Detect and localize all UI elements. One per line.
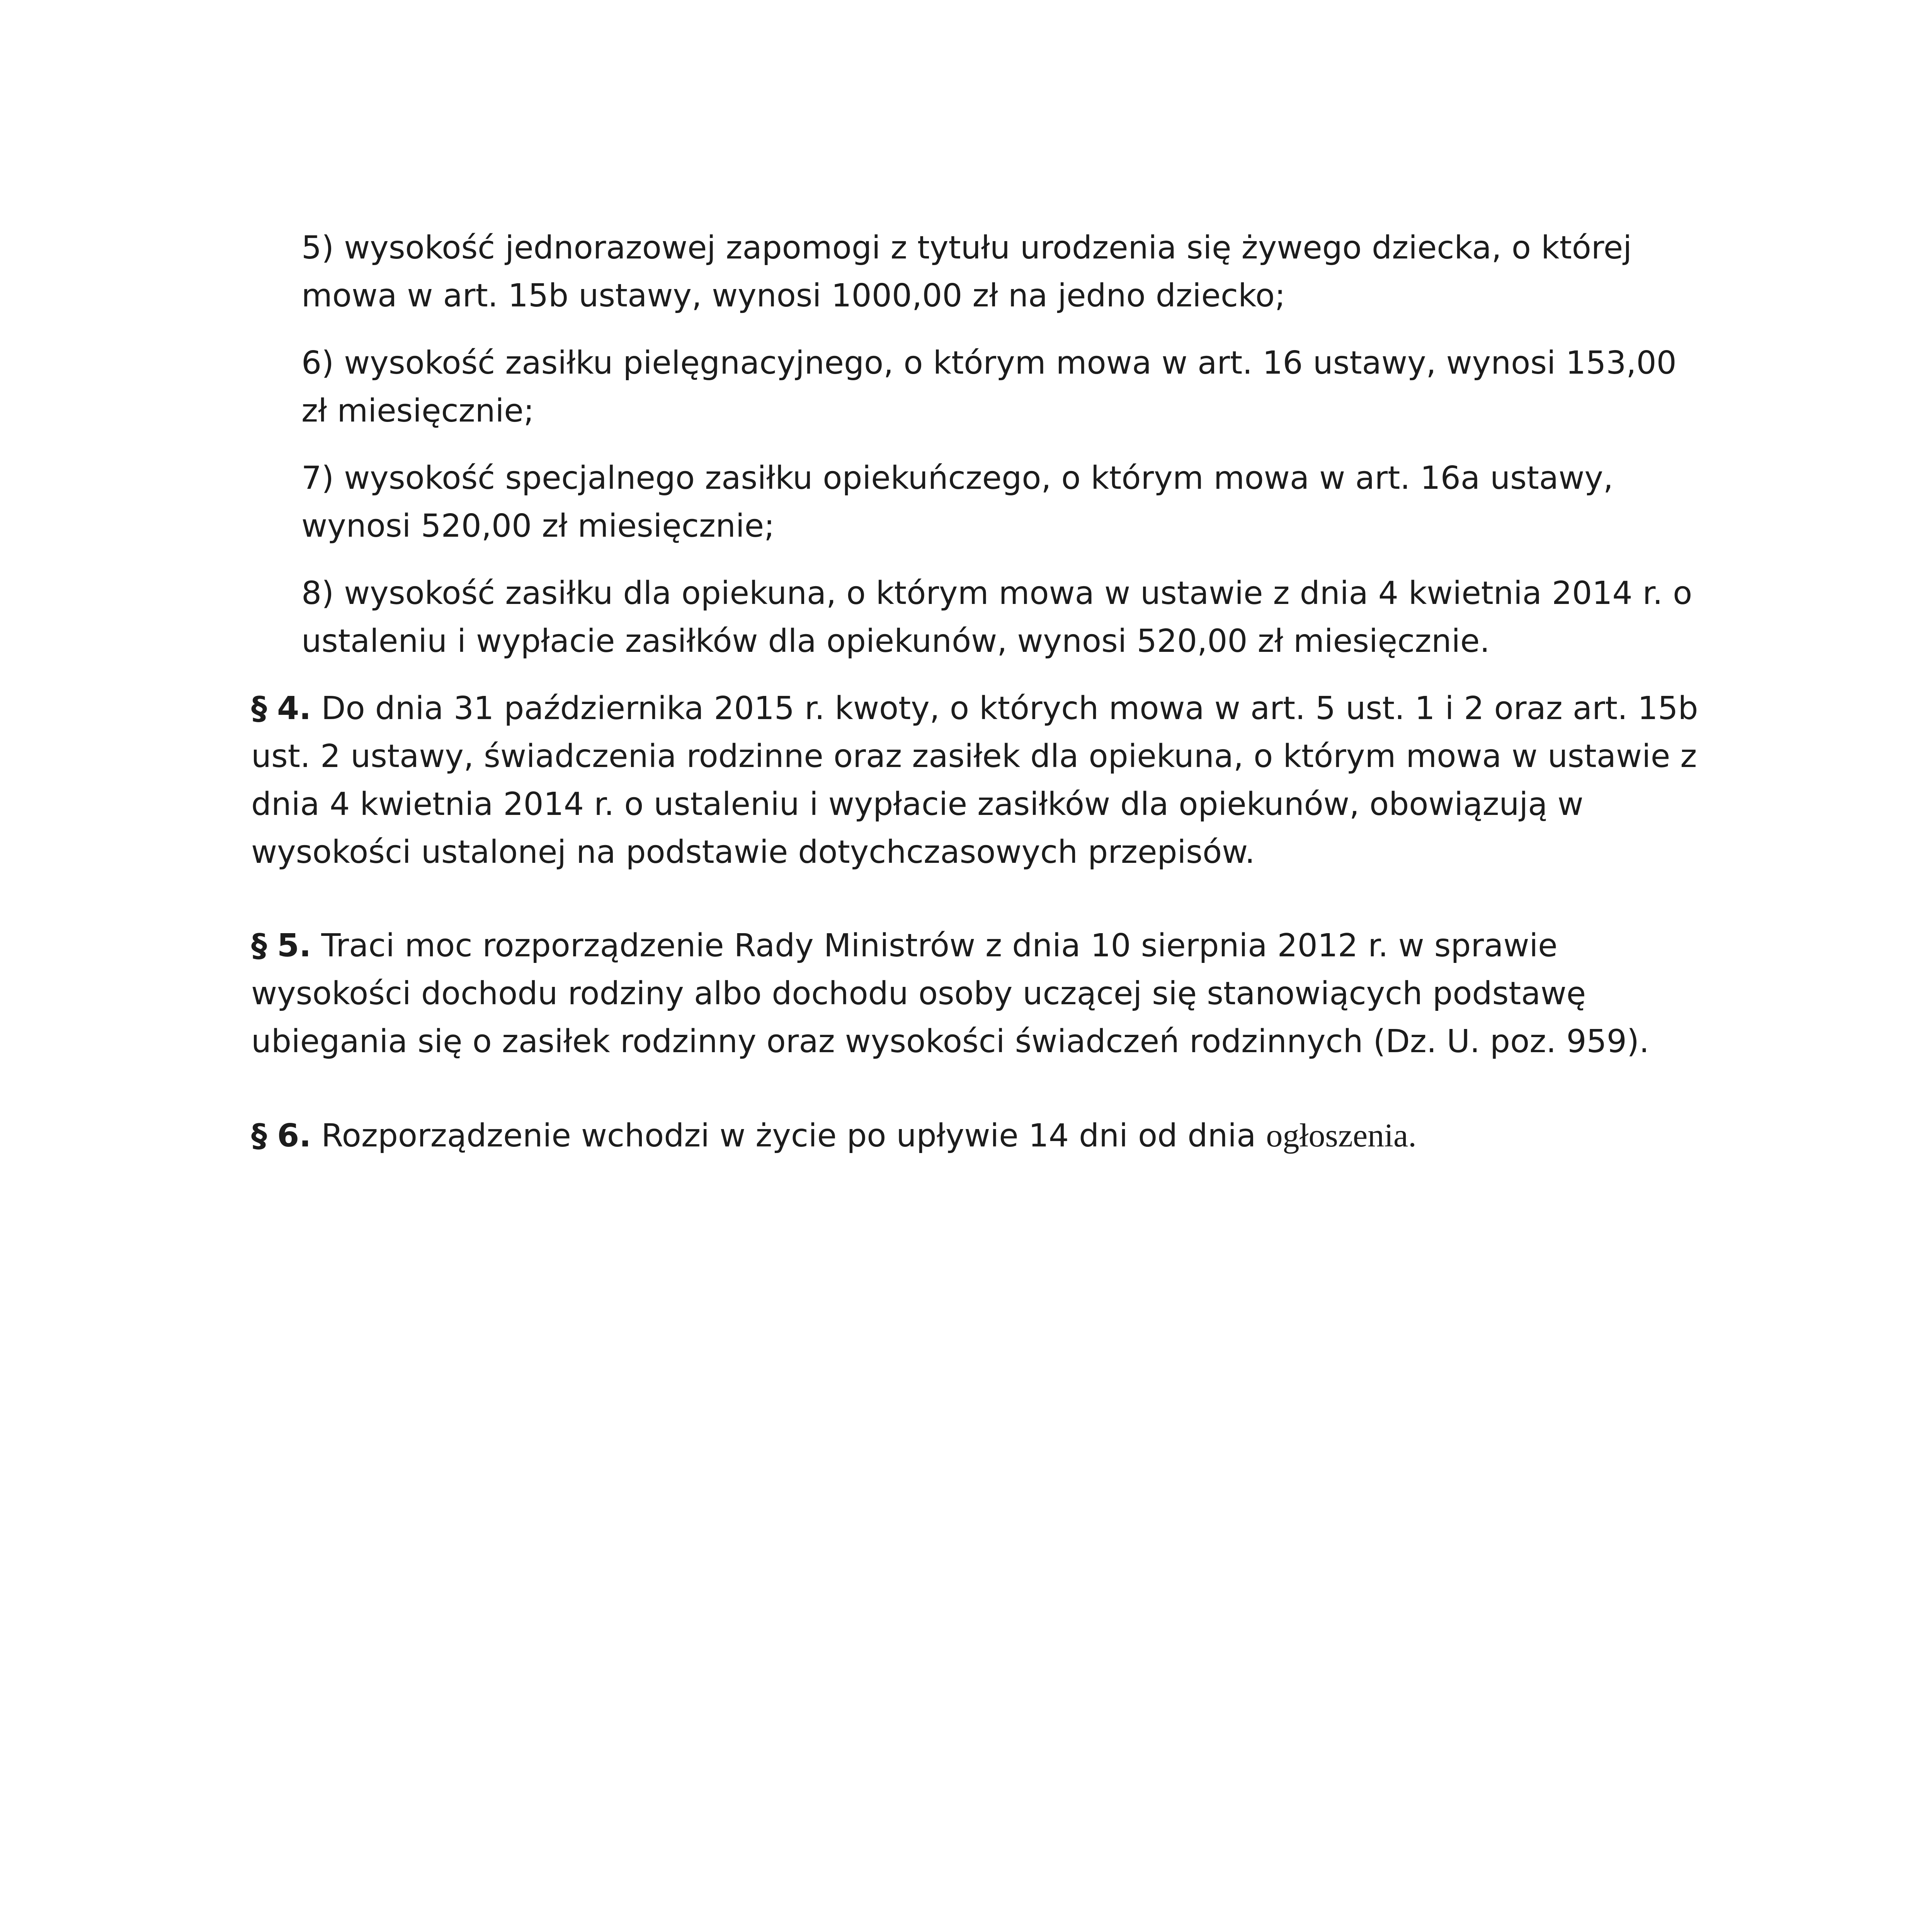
document-body: [251, 224, 1712, 1179]
list-item-7: 7) wysokość specjalnego zasiłku opiekuńczego, o którym mowa w art. 16a ustawy, wynosi 520,00 zł miesięcznie;: [301, 460, 1613, 544]
section-text: Traci moc rozporządzenie Rady Ministrów z dnia 10 sierpnia 2012 r. w sprawie wysokości dochodu rodziny albo dochodu osoby uczącej się stanowiących podstawę ubiegania się o zasiłek rodzinny oraz wysokości świadczeń rodzinnych (Dz. U. poz. 959).: [251, 927, 1650, 1060]
section-sign: §: [251, 690, 267, 727]
section-number: 4.: [277, 690, 311, 727]
list-item-5: 5) wysokość jednorazowej zapomogi z tytułu urodzenia się żywego dziecka, o której mowa w art. 15b ustawy, wynosi 1000,00 zł na jedno dziecko;: [301, 230, 1632, 314]
section-sign: §: [251, 927, 267, 964]
section-text: Rozporządzenie wchodzi w życie po upływie 14 dni od dnia: [321, 1117, 1256, 1154]
section-number: 6.: [277, 1117, 311, 1154]
list-item-8: 8) wysokość zasiłku dla opiekuna, o którym mowa w ustawie z dnia 4 kwietnia 2014 r. o ustaleniu i wypłacie zasiłków dla opiekunów, wynosi 520,00 zł miesięcznie.: [301, 575, 1692, 660]
section-text-tail: ogłoszenia.: [1266, 1117, 1417, 1154]
section-sign: §: [251, 1117, 267, 1154]
section-5: [251, 922, 1712, 1066]
section-4: [251, 685, 1712, 876]
list-item-6: 6) wysokość zasiłku pielęgnacyjnego, o którym mowa w art. 16 ustawy, wynosi 153,00 zł miesięcznie;: [301, 345, 1677, 429]
section-text: Do dnia 31 października 2015 r. kwoty, o których mowa w art. 5 ust. 1 i 2 oraz art. 15b ust. 2 ustawy, świadczenia rodzinne oraz zasiłek dla opiekuna, o którym mowa w ustawie z dnia 4 kwietnia 2014 r. o ustaleniu i wypłacie zasiłków dla opiekunów, obowiązują w wysokości ustalonej na podstawie dotychczasowych przepisów.: [251, 690, 1698, 871]
section-6: [251, 1111, 1712, 1160]
section-number: 5.: [277, 927, 311, 964]
